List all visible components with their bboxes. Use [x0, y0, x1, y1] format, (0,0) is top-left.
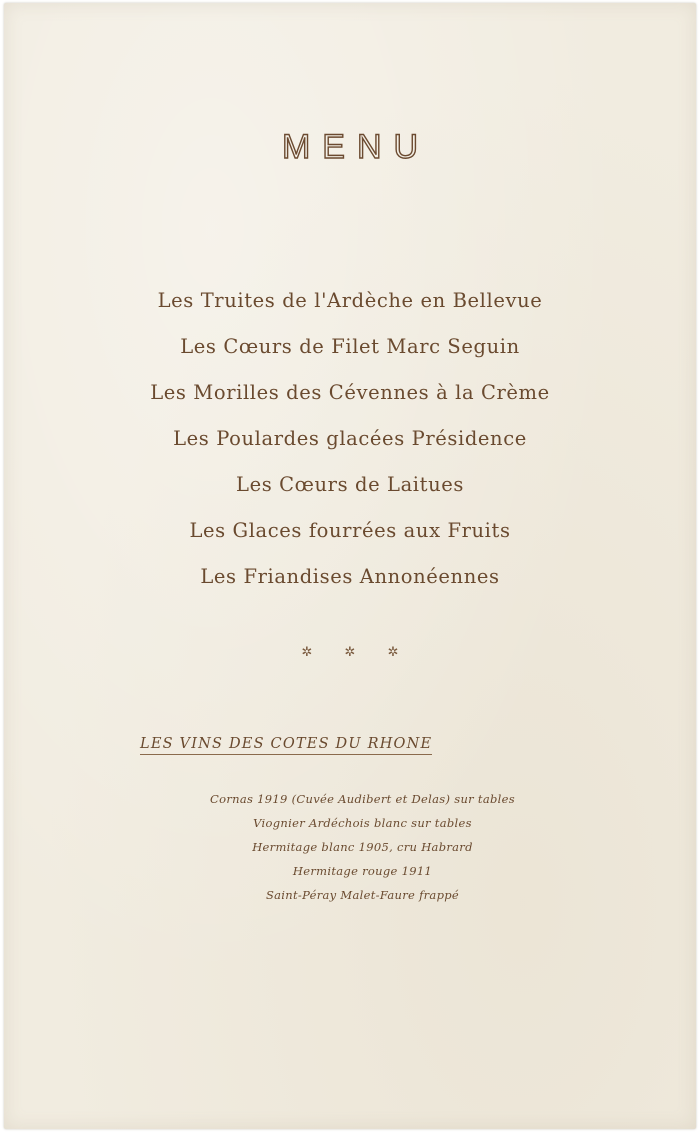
- wine-item: Saint-Péray Malet-Faure frappé: [265, 888, 460, 902]
- course-item: Les Morilles des Cévennes à la Crème: [150, 381, 550, 404]
- course-item: Les Friandises Annonéennes: [200, 565, 500, 588]
- menu-title: MENU: [281, 128, 431, 166]
- wine-list: [0, 787, 700, 907]
- course-item: Les Truites de l'Ardèche en Bellevue: [157, 289, 543, 312]
- course-item: Les Poulardes glacées Présidence: [173, 427, 527, 450]
- course-item: Les Glaces fourrées aux Fruits: [189, 519, 511, 542]
- wine-item: Hermitage blanc 1905, cru Habrard: [252, 840, 473, 854]
- wine-item: Hermitage rouge 1911: [292, 864, 433, 878]
- wine-item: Viognier Ardéchois blanc sur tables: [253, 816, 472, 830]
- course-list: [0, 278, 700, 600]
- course-item: Les Cœurs de Laitues: [236, 473, 464, 496]
- wines-heading: LES VINS DES COTES DU RHONE: [140, 736, 432, 755]
- flower-ornament-icon: ✲ ✲ ✲: [301, 645, 413, 660]
- wine-item: Cornas 1919 (Cuvée Audibert et Delas) sur tables: [210, 792, 515, 806]
- course-item: Les Cœurs de Filet Marc Seguin: [180, 335, 520, 358]
